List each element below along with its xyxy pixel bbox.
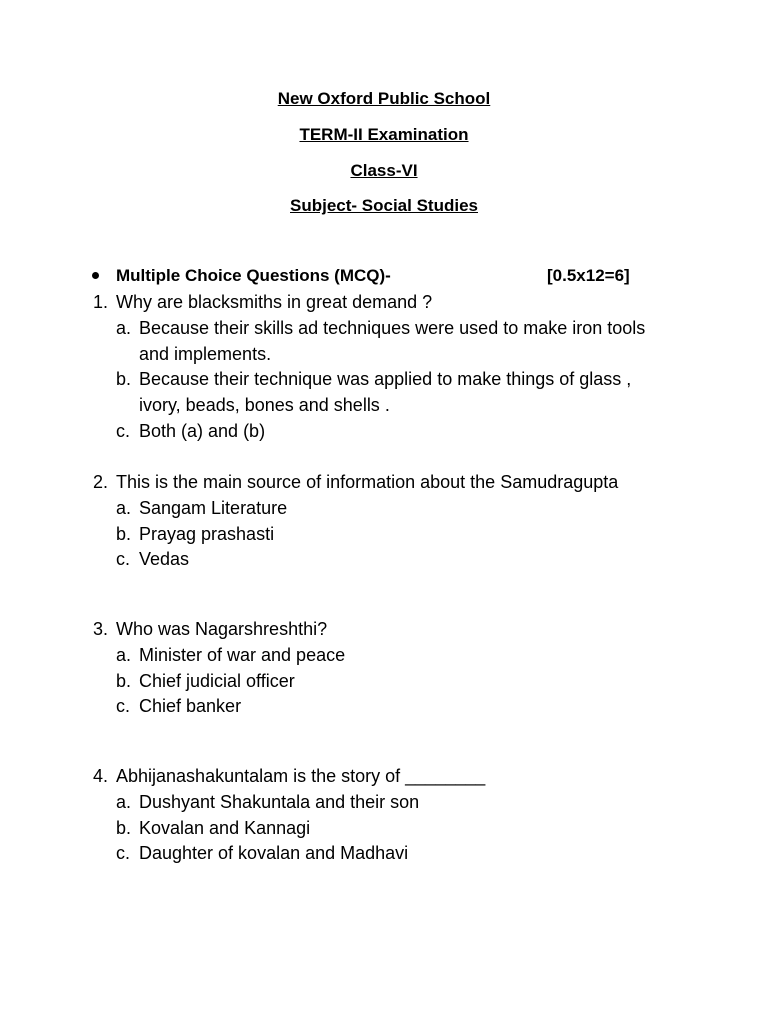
option-label: a. <box>116 644 132 665</box>
option-text: Dushyant Shakuntala and their son <box>139 791 420 812</box>
class-title: Class-VI <box>350 161 418 180</box>
option-label: a. <box>116 497 132 518</box>
option-label: b. <box>116 523 132 544</box>
question-number: 3. <box>93 619 109 639</box>
option-text: Sangam Literature <box>139 497 288 518</box>
question-number: 1. <box>93 292 109 312</box>
option-text: Chief judicial officer <box>139 670 295 691</box>
option-text: Kovalan and Kannagi <box>139 817 311 838</box>
subject-title: Subject- Social Studies <box>290 196 478 215</box>
option-label: c. <box>116 843 131 864</box>
option-label: a. <box>116 791 132 812</box>
option-text: Because their technique was applied to make things of glass , <box>139 369 632 390</box>
question-number: 4. <box>93 766 109 786</box>
section-marks: [0.5x12=6] <box>547 266 630 285</box>
option-label: b. <box>116 670 132 691</box>
question-text: Why are blacksmiths in great demand ? <box>116 292 433 312</box>
option-text: Minister of war and peace <box>139 644 346 665</box>
option-label: b. <box>116 369 132 390</box>
option-label: b. <box>116 817 132 838</box>
section-title: Multiple Choice Questions (MCQ)- <box>116 266 391 285</box>
exam-title: TERM-II Examination <box>299 125 469 144</box>
option-label: c. <box>116 421 131 441</box>
option-text: ivory, beads, bones and shells . <box>139 395 390 416</box>
school-name: New Oxford Public School <box>277 89 491 108</box>
option-text: Vedas <box>139 549 190 570</box>
bullet-icon <box>92 272 99 279</box>
question-text: This is the main source of information about the Samudragupta <box>116 472 619 492</box>
question-text: Who was Nagarshreshthi? <box>116 619 328 639</box>
option-text: Chief banker <box>139 696 242 717</box>
option-label: c. <box>116 549 131 570</box>
option-text: Because their skills ad techniques were used to make iron tools <box>139 317 646 338</box>
option-label: c. <box>116 696 131 717</box>
option-text: and implements. <box>139 343 272 364</box>
option-label: a. <box>116 317 132 338</box>
question-text: Abhijanashakuntalam is the story of ________ <box>116 766 486 786</box>
option-text: Prayag prashasti <box>139 523 275 544</box>
option-text: Daughter of kovalan and Madhavi <box>139 843 409 864</box>
question-number: 2. <box>93 472 109 492</box>
option-text: Both (a) and (b) <box>139 421 266 441</box>
